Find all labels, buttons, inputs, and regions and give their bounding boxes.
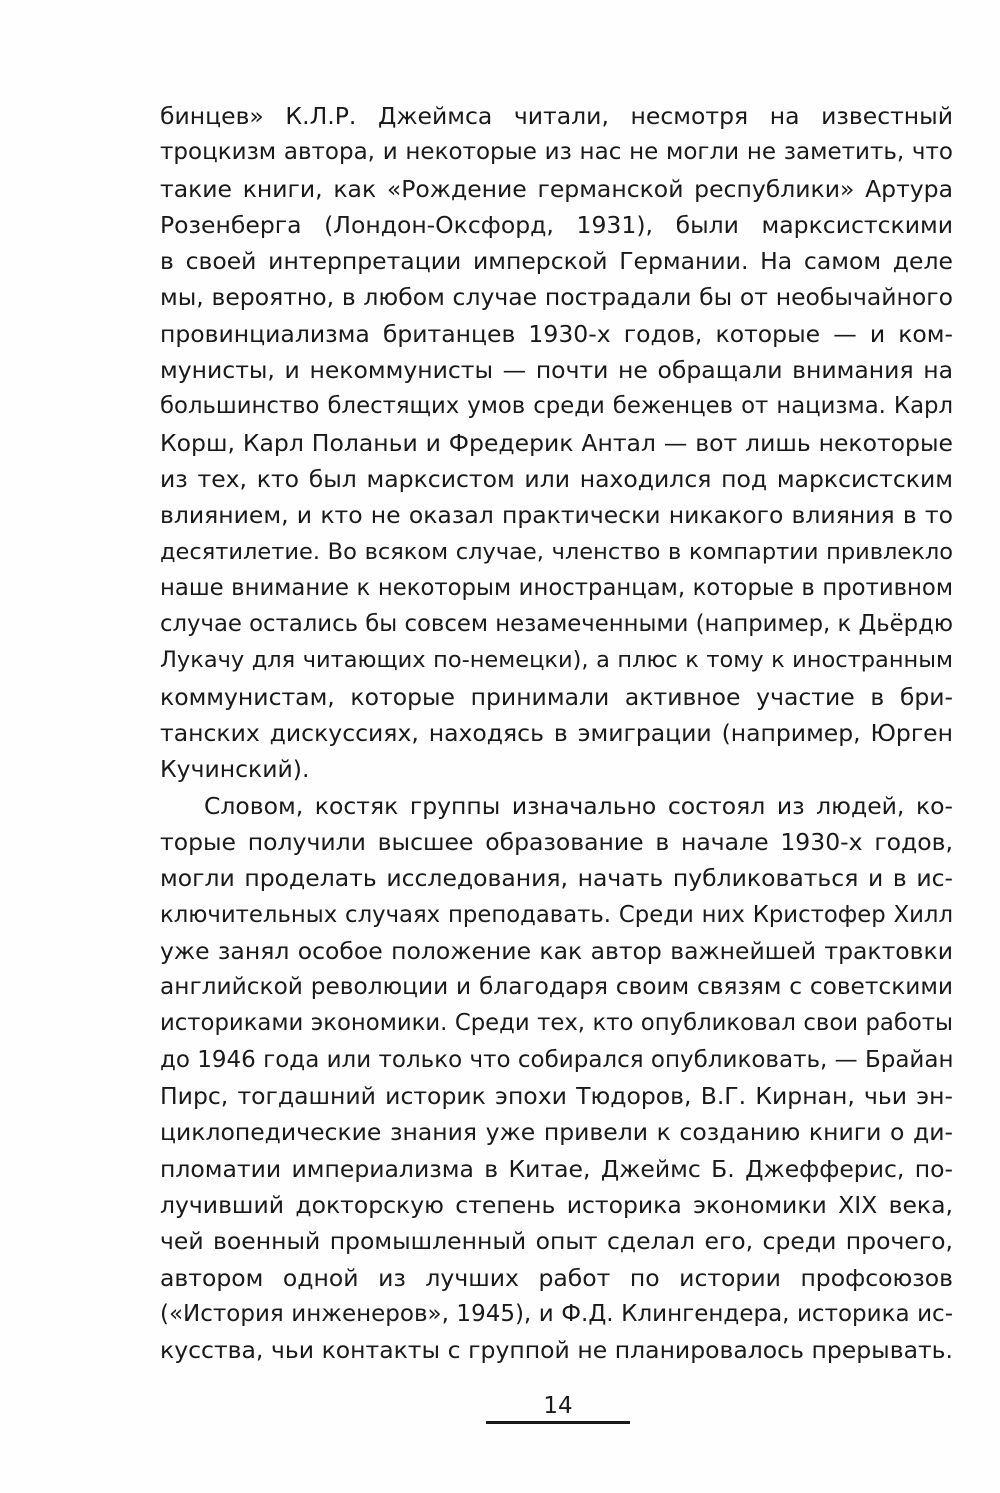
text-line: пломатии империализма в Китае, Джеймс Б. Джефферис, по- (160, 1154, 953, 1183)
text-line: в своей интерпретации имперской Германии. На самом деле (160, 247, 953, 276)
text-line: влиянием, и кто не оказал практически никакого влияния в то (160, 501, 953, 530)
text-line: торые получили высшее образование в начале 1930-х годов, (160, 827, 953, 856)
text-line: троцкизм автора, и некоторые из нас не могли не заметить, что (160, 139, 953, 166)
text-line: кусства, чьи контакты с группой не планировалось прерывать. (160, 1336, 953, 1365)
text-line: до 1946 года или только что собирался опубликовать, — Брайан (160, 1046, 954, 1073)
paragraph-2 (160, 788, 953, 1369)
text-line: большинство блестящих умов среди беженцев от нацизма. Карл (160, 393, 953, 420)
text-line: случае остались бы совсем незамеченными (например, к Дьёрдю (160, 611, 953, 638)
text-line: из тех, кто был марксистом или находился под марксистским (160, 464, 953, 493)
text-line: могли проделать исследования, начать публиковаться и в ис- (160, 864, 953, 893)
text-line: Пирс, тогдашний историк эпохи Тюдоров, В.Г. Кирнан, чьи эн- (160, 1082, 953, 1111)
text-line: десятилетие. Во всяком случае, членство в компартии привлекло (160, 538, 953, 565)
text-line: английской революции и благодаря своим связям с советскими (160, 973, 953, 1001)
text-line: наше внимание к некоторым иностранцам, которые в противном (160, 574, 953, 601)
text-line: Словом, костяк группы изначально состоял из людей, ко- (204, 791, 953, 820)
text-line: чей военный промышленный опыт сделал его, среди прочего, (160, 1227, 953, 1256)
text-line: танских дискуссиях, находясь в эмиграции (например, Юрген (160, 719, 953, 748)
text-line: мунисты, и некоммунисты — почти не обращали внимания на (160, 356, 953, 385)
text-line: коммунистам, которые принимали активное участие в бри- (160, 682, 953, 711)
text-line: бинцев» К.Л.Р. Джеймса читали, несмотря на известный (160, 102, 953, 130)
text-line: ключительных случаях преподавать. Среди них Кристофер Хилл (160, 901, 953, 928)
text-line: Корш, Карл Поланьи и Фредерик Антал — вот лишь некоторые (160, 428, 953, 457)
body-text (160, 98, 953, 1368)
text-line: («История инженеров», 1945), и Ф.Д. Клингендера, историка ис- (160, 1300, 953, 1327)
page-number-rule (486, 1421, 630, 1424)
text-line: Лукачу для читающих по-немецки), а плюс к тому к иностранным (160, 647, 953, 674)
text-line: автором одной из лучших работ по истории профсоюзов (160, 1263, 953, 1292)
text-line: такие книги, как «Рождение германской республики» Артура (160, 174, 953, 203)
text-line: Розенберга (Лондон-Оксфорд, 1931), были марксистскими (160, 210, 953, 239)
paragraph-1 (160, 98, 953, 788)
page-number: 14 (543, 1393, 573, 1419)
text-line: историками экономики. Среди тех, кто опубликовал свои работы (160, 1010, 953, 1037)
text-line: уже занял особое положение как автор важнейшей трактовки (160, 936, 953, 965)
text-line: лучивший докторскую степень историка экономики XIX века, (160, 1190, 953, 1219)
text-line: мы, вероятно, в любом случае пострадали бы от необычайного (160, 283, 953, 312)
text-line: циклопедические знания уже привели к созданию книги о ди- (160, 1118, 953, 1147)
text-line: Кучинский). (160, 755, 310, 784)
text-line: провинциализма британцев 1930-х годов, которые — и ком- (160, 319, 953, 348)
